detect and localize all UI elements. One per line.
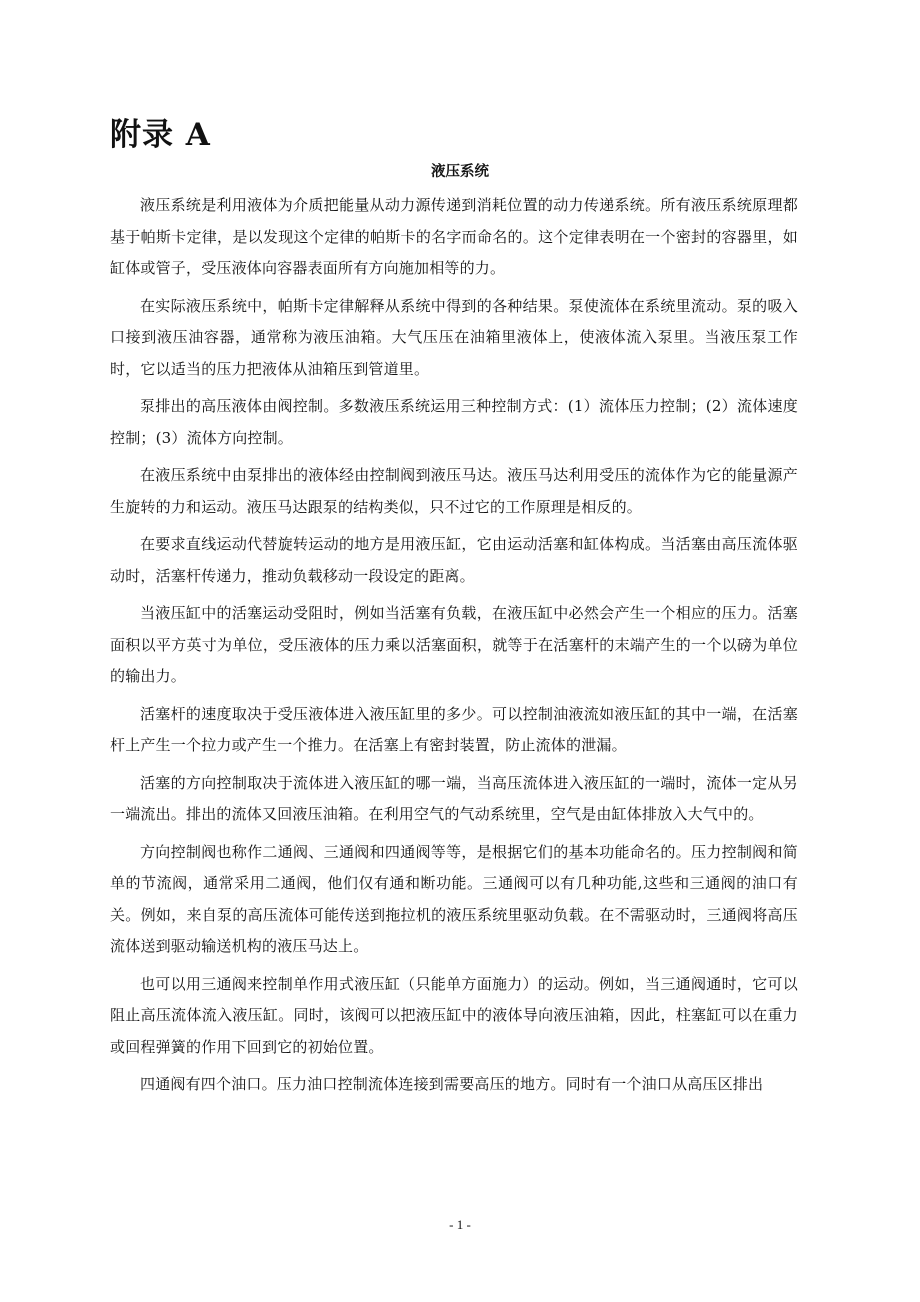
paragraph: 也可以用三通阀来控制单作用式液压缸（只能单方面施力）的运动。例如，当三通阀通时，它可以阻止高压流体流入液压缸。同时，该阀可以把液压缸中的液体导向液压油箱，因此，柱塞缸可以在重力或回程弹簧的作用下回到它的初始位置。 (110, 974, 798, 1056)
body-text (110, 190, 798, 1107)
appendix-heading: 附录 A (110, 117, 211, 153)
paragraph: 活塞的方向控制取决于流体进入液压缸的哪一端，当高压流体进入液压缸的一端时，流体一定从另一端流出。排出的流体又回液压油箱。在利用空气的气动系统里，空气是由缸体排放入大气中的。 (110, 773, 798, 823)
paragraph: 当液压缸中的活塞运动受阻时，例如当活塞有负载，在液压缸中必然会产生一个相应的压力。活塞面积以平方英寸为单位，受压液体的压力乘以活塞面积，就等于在活塞杆的末端产生的一个以磅为单位的输出力。 (110, 604, 798, 685)
paragraph: 方向控制阀也称作二通阀、三通阀和四通阀等等，是根据它们的基本功能命名的。压力控制阀和简单的节流阀，通常采用二通阀，他们仅有通和断功能。三通阀可以有几种功能,这些和三通阀的油口有关。例如，来自泵的高压流体可能传送到拖拉机的液压系统里驱动负载。在不需驱动时，三通阀将高压流体送到驱动输送机构的液压马达上。 (110, 842, 798, 955)
paragraph: 在要求直线运动代替旋转运动的地方是用液压缸，它由运动活塞和缸体构成。当活塞由高压流体驱动时，活塞杆传递力，推动负载移动一段设定的距离。 (110, 535, 798, 585)
paragraph: 活塞杆的速度取决于受压液体进入液压缸里的多少。可以控制油液流如液压缸的其中一端，在活塞杆上产生一个拉力或产生一个推力。在活塞上有密封装置，防止流体的泄漏。 (110, 704, 798, 754)
paragraph: 在液压系统中由泵排出的液体经由控制阀到液压马达。液压马达利用受压的流体作为它的能量源产生旋转的力和运动。液压马达跟泵的结构类似，只不过它的工作原理是相反的。 (110, 466, 798, 516)
paragraph: 在实际液压系统中，帕斯卡定律解释从系统中得到的各种结果。泵使流体在系统里流动。泵的吸入口接到液压油容器，通常称为液压油箱。大气压压在油箱里液体上，使液体流入泵里。当液压泵工作时，它以适当的压力把液体从油箱压到管道里。 (110, 296, 798, 378)
paragraph: 液压系统是利用液体为介质把能量从动力源传递到消耗位置的动力传递系统。所有液压系统原理都基于帕斯卡定律，是以发现这个定律的帕斯卡的名字而命名的。这个定律表明在一个密封的容器里，如缸体或管子，受压液体向容器表面所有方向施加相等的力。 (110, 196, 798, 277)
paragraph: 四通阀有四个油口。压力油口控制流体连接到需要高压的地方。同时有一个油口从高压区排出 (140, 1075, 764, 1093)
page-number: - 1 - (449, 1217, 471, 1232)
paragraph: 泵排出的高压液体由阀控制。多数液压系统运用三种控制方式：(1）流体压力控制；(2）流体速度控制；(3）流体方向控制。 (110, 397, 798, 447)
section-title: 液压系统 (431, 164, 489, 180)
